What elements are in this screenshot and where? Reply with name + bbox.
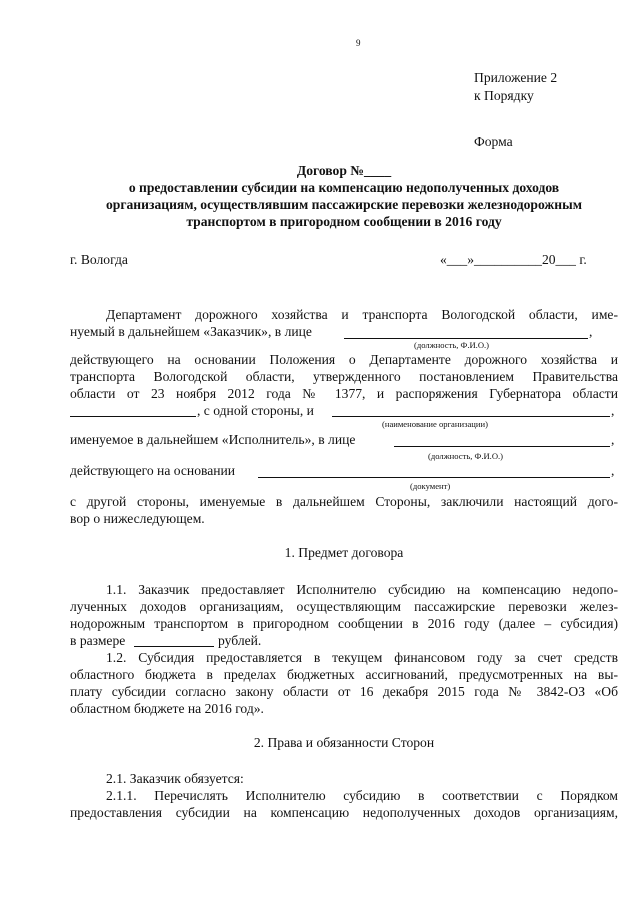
preamble-line-8: действующего на основании [70, 463, 236, 478]
clause-1-2-line-1: 1.2. Субсидия предоставляется в текущем финансовом году за счет средств [106, 650, 618, 665]
customer-representative-field[interactable] [344, 338, 588, 339]
appendix-line-1: Приложение 2 [474, 70, 558, 85]
clause-1-1-line-3: нодорожным транспортом в пригородном сообщении в 2016 году (далее – субсидия) [70, 616, 618, 631]
clause-1-1-line-2: лученных доходов организациям, осуществляющим пассажирские перевозки желез- [70, 599, 618, 614]
clause-1-2-line-4: областном бюджете на 2016 год». [70, 701, 264, 716]
clause-2-1-1-line-2: предоставления субсидии на компенсацию недополученных доходов организациям, [70, 805, 618, 820]
preamble-line-8-comma: , [611, 463, 615, 478]
contract-date-field: «___»__________20___ г. [440, 252, 587, 267]
hint-position-contractor: (должность, Ф.И.О.) [428, 451, 504, 461]
preamble-line-5: области от 23 ноября 2012 года № 1377, и распоряжения Губернатора области [70, 386, 618, 401]
title-subject-line-3: транспортом в пригородном сообщении в 2016 году [186, 214, 502, 229]
clause-1-1-rubles: рублей. [218, 633, 262, 648]
city: г. Вологда [70, 252, 128, 267]
basis-document-field[interactable] [258, 477, 610, 478]
organization-name-field[interactable] [332, 416, 610, 417]
section-1-heading: 1. Предмет договора [284, 545, 404, 560]
clause-1-1-line-1: 1.1. Заказчик предоставляет Исполнителю субсидию на компенсацию недопо- [106, 582, 618, 597]
appendix-line-2: к Порядку [474, 88, 534, 103]
clause-1-2-line-3: плату субсидии согласно закону области от 16 декабря 2015 года № 3842-ОЗ «Об [70, 684, 618, 699]
preamble-line-6: , с одной стороны, и [197, 403, 314, 418]
subsidy-amount-field[interactable] [134, 646, 214, 647]
preamble-line-2-comma: , [589, 324, 593, 339]
governor-order-field[interactable] [70, 416, 196, 417]
preamble-line-2: нуемый в дальнейшем «Заказчик», в лице [70, 324, 312, 339]
title-subject-line-1: о предоставлении субсидии на компенсацию недополученных доходов [128, 180, 560, 195]
preamble-line-3: действующего на основании Положения о Департаменте дорожного хозяйства и [70, 352, 618, 367]
preamble-line-7: именуемое в дальнейшем «Исполнитель», в лице [70, 432, 356, 447]
hint-document: (документ) [410, 481, 451, 491]
clause-2-1: 2.1. Заказчик обязуется: [106, 771, 244, 786]
hint-organization: (наименование организации) [382, 419, 488, 429]
clause-2-1-1-line-1: 2.1.1. Перечислять Исполнителю субсидию в соответствии с Порядком [106, 788, 618, 803]
contract-title: Договор №____ [296, 163, 392, 178]
preamble-line-10: вор о нижеследующем. [70, 511, 205, 526]
section-2-heading: 2. Права и обязанности Сторон [253, 735, 435, 750]
clause-1-1-line-4: в размере [70, 633, 126, 648]
contractor-representative-field[interactable] [394, 446, 610, 447]
preamble-line-9: с другой стороны, именуемые в дальнейшем Стороны, заключили настоящий дого- [70, 494, 618, 509]
preamble-line-7-comma: , [611, 432, 615, 447]
hint-position-customer: (должность, Ф.И.О.) [414, 340, 490, 350]
clause-1-2-line-2: областного бюджета в пределах бюджетных ассигнований, предусмотренных на вы- [70, 667, 618, 682]
preamble-line-1: Департамент дорожного хозяйства и транспорта Вологодской области, име- [106, 307, 618, 322]
preamble-line-4: транспорта Вологодской области, утвержденного постановлением Правительства [70, 369, 618, 384]
title-subject-line-2: организациям, осуществлявшим пассажирские перевозки железнодорожным [105, 197, 582, 212]
preamble-line-6-comma: , [611, 403, 615, 418]
form-label: Форма [474, 134, 513, 149]
page-number: 9 [356, 38, 361, 48]
